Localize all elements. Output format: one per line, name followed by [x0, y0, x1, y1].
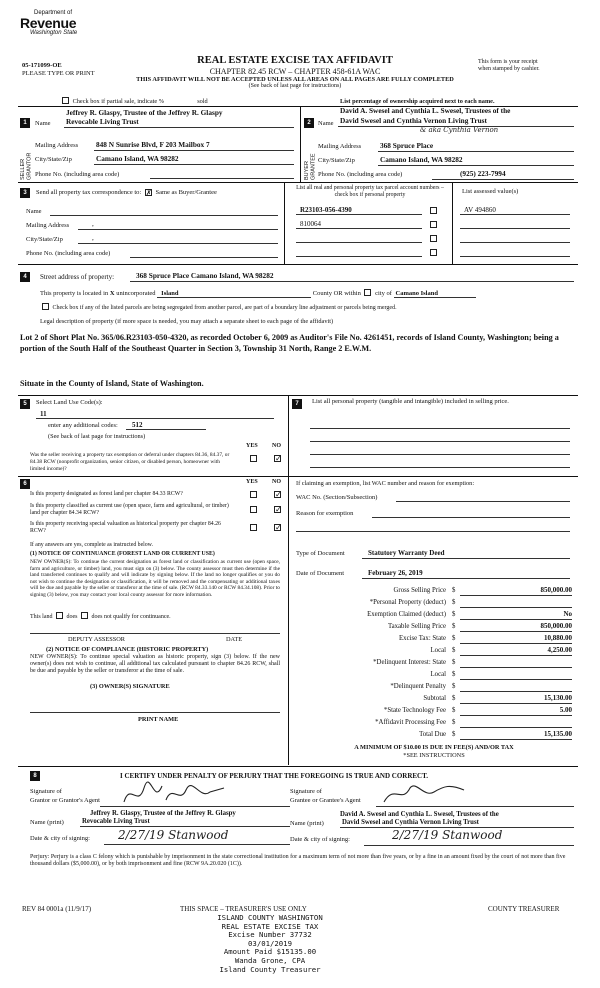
notice-continuance-title: (1) NOTICE OF CONTINUANCE (FOREST LAND OR CURRENT USE) — [30, 551, 215, 557]
same-as-buyer-checkbox[interactable]: ✗ — [145, 189, 152, 197]
seller-phone-line[interactable] — [150, 178, 294, 179]
section-5-badge: 5 — [20, 399, 30, 409]
owner-signature-label: (3) OWNER(S) SIGNATURE — [90, 683, 170, 690]
buyer-city-line — [378, 165, 574, 166]
dollar-sign: $ — [452, 587, 456, 594]
tax-row-line — [460, 727, 572, 728]
receipt-line-1: This form is your receipt — [478, 59, 538, 65]
notice-compliance-title: (2) NOTICE OF COMPLIANCE (HISTORIC PROPERTY) — [46, 646, 209, 653]
forest-no-box[interactable]: ✓ — [275, 490, 282, 499]
print-name-label: PRINT NAME — [138, 716, 179, 723]
parcel-list-header: List all real and personal property tax parcel account numbers – check box if personal property — [296, 185, 444, 198]
legal-label: Legal description of property (if more space is needed, you may attach a separate sheet to each page of the affidavit) — [40, 318, 334, 325]
unincorporated-label: unincorporated — [116, 290, 156, 297]
assessed-3-line — [460, 242, 570, 243]
s3-mailing-line[interactable] — [78, 229, 278, 230]
current-use-yes-box[interactable] — [250, 506, 257, 513]
within-city-checkbox[interactable] — [364, 289, 371, 296]
s3-mailing-val: , — [92, 220, 94, 228]
dollar-sign: $ — [452, 611, 456, 618]
grantee-name-print-label: Name (print) — [290, 820, 324, 827]
land-use-label: Select Land Use Code(s): — [36, 399, 103, 406]
grantor-sig-of: Signature of — [30, 788, 62, 795]
stamp-line-7: Island County Treasurer — [219, 964, 321, 974]
seller-mailing[interactable]: 848 N Sunrise Blvd, F 203 Mailbox 7 — [96, 140, 210, 149]
tax-row-line — [460, 595, 572, 596]
wac-label: WAC No. (Section/Subsection) — [296, 494, 378, 501]
tax-row-value[interactable]: No — [563, 610, 572, 618]
notice-continuance-body: NEW OWNER(S): To continue the current designation as forest land or classification as current use (open space, farm and agriculture, or timber) land, you must sign on (3) below. The county assessor must then determine if the land transferred continues to qualify and will indicate by signing below. If the land no longer qualifies or you do not wish to continue the designation or classification, it will be removed and the compensating or additional taxes will be due and payable by the seller or transferor at the time of sale. (RCW 84.33.140 or RCW 84.34.108). Prior to signing (3) below, you may contact your local county assessor for more information. — [30, 559, 280, 598]
parcel-2-line — [296, 228, 422, 229]
grantor-print-2: Revocable Living Trust — [82, 818, 150, 825]
logo-top: Department of — [34, 10, 73, 16]
county-label: County OR — [312, 290, 343, 297]
treasurer-space: THIS SPACE – TREASURER'S USE ONLY — [180, 905, 307, 913]
s3-phone-label: Phone No. (including area code) — [26, 250, 111, 257]
rule-top-s5 — [18, 395, 578, 396]
pp-line-3[interactable] — [310, 454, 570, 455]
section-2-badge: 2 — [304, 118, 314, 128]
tax-row-label: *Personal Property (deduct) — [369, 599, 446, 606]
wac-claim-label: If claiming an exemption, list WAC number and reason for exemption: — [296, 480, 475, 487]
rule-top-s8 — [18, 766, 578, 767]
buyer-mailing-line — [378, 151, 574, 152]
s5-exempt-no-box[interactable]: ✓ — [275, 454, 282, 463]
form-chapter: CHAPTER 82.45 RCW – CHAPTER 458-61A WAC — [209, 67, 381, 77]
deputy-line[interactable] — [30, 633, 280, 634]
tax-row-line — [460, 619, 572, 620]
doc-date-label: Date of Document — [296, 570, 345, 577]
s3-name-label: Name — [26, 208, 42, 215]
if-yes-note: If any answers are yes, complete as instructed below. — [30, 542, 153, 548]
tax-row-line — [460, 715, 572, 716]
reason-label: Reason for exemption — [296, 510, 354, 517]
exemption-question: Was the seller receiving a property tax exemption or deferral under chapters 84.36, 84.37, or 84.38 RCW (nonprofit organization, senior citizen, or disabled person, homeowner with limited income)? — [30, 452, 230, 472]
segregated-row — [40, 303, 397, 312]
land-does-checkbox[interactable] — [56, 612, 63, 619]
tax-row-line — [460, 655, 572, 656]
seller-name-1: Jeffrey R. Glaspy, Trustee of the Jeffrey R. Glaspy — [66, 108, 223, 117]
situate: Situate in the County of Island, State of Washington. — [20, 379, 204, 388]
tax-row-label: *Affidavit Processing Fee — [375, 719, 446, 726]
treasurer-stamp — [140, 914, 400, 974]
section-6-badge: 6 — [20, 479, 30, 489]
seller-city-line — [94, 164, 294, 165]
tax-row-label: Excise Tax: State — [399, 635, 446, 642]
parcel-2[interactable]: 810064 — [300, 220, 321, 228]
buyer-phone-label: Phone No. (including area code) — [318, 171, 403, 178]
grantee-agent-label: Grantee or Grantee's Agent — [290, 797, 361, 804]
parcel-1[interactable]: R23103-056-4390 — [300, 206, 352, 214]
parcel-4-checkbox[interactable] — [430, 249, 437, 256]
assessed-header: List assessed value(s) — [462, 188, 519, 195]
segregated-label: Check box if any of the listed parcels are being segregated from another parcel, are part of a boundary line adjustment or parcels being merged. — [52, 305, 397, 311]
buyer-name-1: David A. Swesel and Cynthia L. Swesel, Trustees of the — [340, 106, 511, 115]
type-or-print: PLEASE TYPE OR PRINT — [22, 70, 95, 77]
same-as-buyer-label: Same as Buyer/Grantee — [155, 189, 217, 196]
grantor-print-1: Jeffrey R. Glaspy, Trustee of the Jeffrey R. Glaspy — [90, 810, 236, 817]
additional-codes-label: enter any additional codes: — [48, 422, 118, 429]
dollar-sign: $ — [452, 683, 456, 690]
minimum-due-note: A MINIMUM OF $10.00 IS DUE IN FEE(S) AND/OR TAX — [354, 744, 514, 751]
seller-name-2: Revocable Living Trust — [66, 117, 139, 126]
s3-mailing-label: Mailing Address — [26, 222, 70, 229]
tax-row-line — [460, 607, 572, 608]
buyer-phone-line — [432, 179, 574, 180]
ownership-label: List percentage of ownership acquired next to each name. — [340, 98, 495, 105]
form-title: REAL ESTATE EXCISE TAX AFFIDAVIT — [197, 55, 393, 66]
tax-row-value[interactable]: 850,000.00 — [540, 622, 572, 630]
grantor-date-city[interactable]: 2/27/19 Stanwood — [118, 828, 229, 842]
s5-exempt-yes-box[interactable] — [250, 455, 257, 462]
additional-codes[interactable]: 512 — [132, 421, 143, 429]
dollar-sign: $ — [452, 707, 456, 714]
seller-mailing-label: Mailing Address — [35, 142, 79, 149]
land-does-label: does — [66, 614, 78, 620]
dollar-sign: $ — [452, 635, 456, 642]
land-does-not-label: does not qualify for continuance. — [91, 614, 171, 620]
historic-question: Is this property receiving special valuation as historical property per chapter 84.26 RCW? — [30, 521, 221, 534]
wac-line[interactable] — [396, 501, 570, 502]
pp-line-2[interactable] — [310, 441, 570, 442]
buyer-grantee-label: BUYER GRANTEE — [304, 153, 317, 180]
section-3-badge: 3 — [20, 188, 30, 198]
parcel-1-line — [296, 214, 422, 215]
partial-sale-label: Check box if partial sale, indicate % — [72, 98, 165, 105]
county-treasurer: COUNTY TREASURER — [488, 905, 560, 913]
this-land-label: This land — [30, 614, 53, 620]
partial-sale-sold: sold — [197, 98, 208, 105]
section-8-badge: 8 — [30, 771, 40, 781]
s3-name-line[interactable] — [50, 215, 278, 216]
deputy-assessor-label: DEPUTY ASSESSOR — [68, 636, 125, 643]
tax-row-label: Exemption Claimed (deduct) — [367, 611, 446, 618]
property-street[interactable]: 368 Spruce Place Camano Island, WA 98282 — [136, 271, 274, 280]
stamp-line-1: ISLAND COUNTY WASHINGTON — [217, 913, 323, 922]
owner-signature-line[interactable] — [30, 712, 280, 713]
stamp-line-2: REAL ESTATE EXCISE TAX — [221, 921, 319, 931]
buyer-name-handwritten: & aka Cynthia Vernon — [420, 126, 499, 134]
assessed-2-line — [460, 228, 570, 229]
dollar-sign: $ — [452, 659, 456, 666]
logo-main: Revenue — [20, 14, 77, 31]
doc-date-line — [362, 578, 570, 579]
deputy-date-label: DATE — [226, 636, 243, 643]
parcel-4-line — [296, 256, 422, 257]
city-of-label: city of — [375, 290, 392, 297]
dollar-sign: $ — [452, 647, 456, 654]
s6-no: NO — [272, 479, 281, 485]
dollar-sign: $ — [452, 671, 456, 678]
parcel-3-line — [296, 242, 422, 243]
tax-row-label: *Delinquent Penalty — [390, 683, 446, 690]
tax-row-value[interactable]: 5.00 — [559, 706, 572, 714]
legal-description: Lot 2 of Short Plat No. 365/06.R23103-050-4320, as recorded October 6, 2009 as Auditor's File No. 4261451, records of Island County, Washington; being a portion of the South Half of the Southeast Quarter in Section 3, Township 31 North, Range 2 E.W.M. — [20, 333, 559, 353]
tax-row-value[interactable]: 850,000.00 — [540, 586, 572, 594]
additional-codes-line — [126, 429, 206, 430]
dollar-sign: $ — [452, 623, 456, 630]
tax-corr-label: Send all property tax correspondence to: — [36, 189, 142, 196]
tax-row-value[interactable]: 15,135.00 — [544, 730, 572, 738]
doc-type-line — [362, 558, 570, 559]
seller-phone-label: Phone No. (including area code) — [35, 171, 120, 178]
buyer-mailing-label: Mailing Address — [318, 143, 362, 150]
current-use-no-box[interactable]: ✓ — [275, 505, 282, 514]
grantor-signature-line — [100, 806, 290, 807]
grantor-date-line — [104, 844, 290, 845]
reason-line-2[interactable] — [296, 531, 570, 532]
tax-row-line — [460, 691, 572, 692]
located-label: This property is located in — [40, 290, 109, 297]
rule-parcel-assessed — [452, 182, 453, 264]
tax-row-line — [460, 703, 572, 704]
tax-row-label: Local — [430, 647, 446, 654]
tax-row-line — [460, 679, 572, 680]
partial-sale-checkbox[interactable] — [62, 97, 69, 104]
section-7-badge: 7 — [292, 399, 302, 409]
s3-phone-line[interactable] — [130, 257, 278, 258]
notice-compliance-body: NEW OWNER(S): To continue special valuation as historic property, sign (3) below. If the new owner(s) does not wish to continue, all additional tax calculated pursuant to chapter 84.26 RCW, shall be due and payable by the seller or transferor at the time of sale. — [30, 654, 280, 674]
grantee-signature-scribble — [380, 778, 470, 808]
located-row — [40, 289, 476, 298]
rule-mid-s3 — [284, 182, 285, 264]
seller-city-label: City/State/Zip — [35, 156, 72, 163]
forest-question: Is this property designated as forest land per chapter 84.33 RCW? — [30, 491, 183, 497]
personal-property-label: List all personal property (tangible and intangible) included in selling price. — [312, 398, 509, 405]
rule-mid-s12 — [300, 106, 301, 182]
tax-row-line — [460, 631, 572, 632]
s3-city-val: , — [92, 234, 94, 242]
buyer-name-2: David Swesel and Cynthia Vernon Living Trust — [340, 116, 487, 125]
tax-row-line — [460, 739, 572, 740]
rule-top-s6 — [18, 476, 578, 477]
dollar-sign: $ — [452, 731, 456, 738]
assessed-4-line — [460, 256, 570, 257]
grantee-sig-of: Signature of — [290, 788, 322, 795]
s5-no: NO — [272, 443, 281, 449]
parcel-1-checkbox[interactable] — [430, 207, 437, 214]
tax-row-value[interactable]: 4,250.00 — [547, 646, 572, 654]
receipt-line-2: when stamped by cashier. — [478, 65, 540, 72]
parcel-3-checkbox[interactable] — [430, 235, 437, 242]
buyer-city-label: City/State/Zip — [318, 157, 355, 164]
land-does-not-checkbox[interactable] — [81, 612, 88, 619]
seller-grantor-label: SELLER GRANTOR — [20, 152, 33, 180]
assessed-1-line — [460, 214, 570, 215]
buyer-phone[interactable]: (925) 223-7994 — [460, 169, 506, 178]
form-notice: THIS AFFIDAVIT WILL NOT BE ACCEPTED UNLESS ALL AREAS ON ALL PAGES ARE FULLY COMPLETED — [136, 76, 454, 84]
tax-row-label: Gross Selling Price — [393, 587, 446, 594]
dollar-sign: $ — [452, 599, 456, 606]
tax-row-label: Taxable Selling Price — [387, 623, 446, 630]
grantee-print-2: David Swesel and Cynthia Vernon Living Trust — [342, 819, 479, 826]
county-value[interactable]: Island — [157, 290, 311, 298]
historic-yes-box[interactable] — [250, 524, 257, 531]
buyer-mailing[interactable]: 368 Spruce Place — [380, 141, 434, 150]
doc-type-label: Type of Document — [296, 550, 345, 557]
form-code: 05-171099-OE — [22, 62, 62, 69]
grantor-date-label: Date & city of signing: — [30, 835, 90, 842]
tax-row-label: Subtotal — [423, 695, 446, 702]
rev-code: REV 84 0001a (11/9/17) — [22, 905, 92, 913]
tax-row-line — [460, 667, 572, 668]
rule-mid-s567 — [288, 395, 289, 765]
land-use-see-back: (See back of last page for instructions) — [48, 433, 146, 440]
pp-line-4[interactable] — [310, 467, 570, 468]
dollar-sign: $ — [452, 695, 456, 702]
grantor-name-print-label: Name (print) — [30, 819, 64, 826]
tax-row-label: Local — [430, 671, 446, 678]
unincorporated-mark[interactable]: X — [109, 290, 115, 297]
rule-top-s4 — [18, 264, 578, 265]
perjury-warning: Perjury: Perjury is a class C felony which is punishable by imprisonment in the state correctional institution for a maximum term of not more than five years, or by a fine in an amount fixed by the court of not more than five thousand dollars ($5,000.00), or by both imprisonment and fine (RCW 9A.20.020 (1C)). — [30, 854, 566, 868]
s6-yes: YES — [246, 479, 258, 485]
buyer-name-line — [338, 126, 574, 127]
parcel-2-checkbox[interactable] — [430, 221, 437, 228]
grantee-date-label: Date & city of signing: — [290, 836, 350, 843]
this-land-row — [30, 612, 171, 621]
doc-type-value[interactable]: Statutory Warranty Deed — [368, 549, 445, 557]
grantor-print-line — [80, 826, 290, 827]
city-value[interactable]: Camano Island — [394, 290, 476, 298]
stamp-line-6: Wanda Grone, CPA — [234, 955, 306, 965]
buyer-city[interactable]: Camano Island, WA 98282 — [380, 155, 463, 164]
grantee-signature-line — [376, 806, 574, 807]
grantor-agent-label: Grantor or Grantor's Agent — [30, 797, 100, 804]
tax-row-label: *Delinquent Interest: State — [373, 659, 446, 666]
stamp-line-4: 03/01/2019 — [248, 938, 292, 948]
grantor-signature[interactable] — [120, 780, 230, 814]
street-line — [130, 281, 574, 282]
tax-row-label: Total Due — [419, 731, 446, 738]
forest-yes-box[interactable] — [250, 491, 257, 498]
stamp-line-5: Amount Paid $15135.00 — [223, 947, 317, 957]
logo-sub: Washington State — [30, 29, 78, 36]
section-4-badge: 4 — [20, 272, 30, 282]
form-title-block — [130, 55, 460, 90]
s3-city-line[interactable] — [78, 243, 278, 244]
s5-yes: YES — [246, 443, 258, 449]
certify-statement: I CERTIFY UNDER PENALTY OF PERJURY THAT THE FOREGOING IS TRUE AND CORRECT. — [120, 772, 429, 780]
tax-row-value[interactable]: 15,130.00 — [544, 694, 572, 702]
seller-name-line — [64, 127, 294, 128]
tax-row-value[interactable]: 10,880.00 — [544, 634, 572, 642]
grantee-date-city[interactable]: 2/27/19 Stanwood — [392, 828, 503, 842]
reason-line-1[interactable] — [372, 517, 570, 518]
street-label: Street address of property: — [40, 273, 115, 281]
tax-corr-row — [36, 189, 217, 196]
revenue-logo — [20, 10, 100, 37]
buyer-name-label: Name — [318, 120, 334, 127]
current-use-question: Is this property classified as current use (open space, farm and agricultural, or timber) land per chapter 84.34 RCW? — [30, 503, 229, 516]
seller-city[interactable]: Camano Island, WA 98282 — [96, 154, 179, 163]
land-use-code[interactable]: 11 — [40, 410, 47, 418]
partial-sale-row — [60, 97, 208, 105]
segregated-checkbox[interactable] — [42, 303, 49, 310]
historic-no-box[interactable]: ✓ — [275, 523, 282, 532]
s3-city-label: City/State/Zip — [26, 236, 63, 243]
within-label: within — [344, 290, 361, 297]
form-see-back: (See back of last page for instructions) — [248, 83, 342, 90]
section-1-badge: 1 — [20, 118, 30, 128]
grantee-print-1: David A. Swesel and Cynthia L. Swesel, Trustees of the — [340, 811, 499, 818]
see-instructions-note: *SEE INSTRUCTIONS — [403, 752, 465, 759]
assessed-1[interactable]: AV 494860 — [464, 206, 496, 214]
land-use-line — [36, 418, 274, 419]
seller-name-label: Name — [35, 120, 51, 127]
tax-row-line — [460, 643, 572, 644]
pp-line-1[interactable] — [310, 428, 570, 429]
dollar-sign: $ — [452, 719, 456, 726]
tax-row-label: *State Technology Fee — [383, 707, 446, 714]
receipt-note — [478, 59, 540, 73]
stamp-line-3: Excise Number 37732 — [228, 930, 312, 940]
seller-mailing-line — [94, 150, 294, 151]
rule-top-s3 — [18, 182, 578, 183]
grantee-date-line — [364, 845, 574, 846]
doc-date-value[interactable]: February 26, 2019 — [368, 569, 423, 577]
